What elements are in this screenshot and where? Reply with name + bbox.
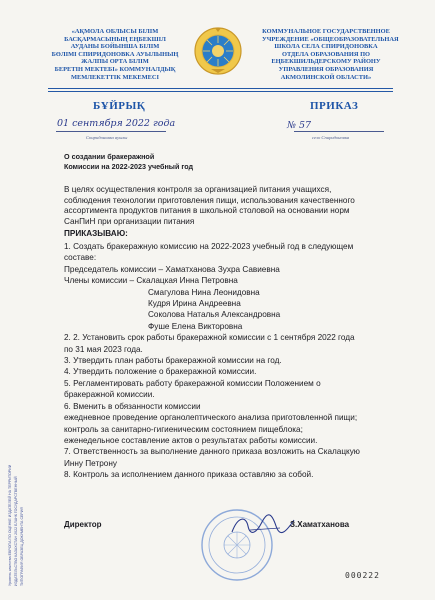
side-text-line: Уровень качества ЕВРОПА ПО ОЦЕНКЕ ИЗДАТЕЛЕЙ НА ТЕРРИТОРИИ bbox=[8, 464, 12, 586]
header-left-line: БӨЛІМІ СПИРИДОНОВКА АУЫЛЫНЫҢ bbox=[51, 50, 179, 58]
side-margin-print bbox=[6, 338, 28, 588]
order-item: по 31 мая 2023 года. bbox=[64, 344, 143, 354]
order-item: Инну Петрону bbox=[64, 458, 117, 468]
order-item: 2. 2. Установить срок работы бракеражной комиссии с 1 сентября 2022 года bbox=[64, 333, 355, 343]
preamble-line: соблюдения технологии приготовления пищи, использования качественного bbox=[64, 195, 355, 205]
header-right-line: ШКОЛА СЕЛА СПИРИДОНОВКА bbox=[274, 43, 378, 51]
header-right-line: УЧРЕЖДЕНИЕ «ОБЩЕОБРАЗОВАТЕЛЬНАЯ bbox=[262, 35, 399, 43]
order-subject bbox=[64, 152, 193, 171]
order-item: Члены комиссии – Скалацкая Инна Петровна bbox=[64, 276, 238, 286]
header-left-line: МЕМЛЕКЕТТІК МЕКЕМЕСІ bbox=[70, 73, 160, 81]
header-left-line: АУДАНЫ БОЙЫНША БІЛІМ bbox=[70, 43, 160, 51]
number-underline bbox=[294, 131, 384, 132]
subject-line: О создании бракеражной bbox=[64, 152, 155, 161]
order-item: еженедельное составление актов о результатах работы комиссии. bbox=[64, 435, 318, 445]
order-item: Кудря Ирина Андреевна bbox=[148, 299, 241, 309]
signature-role: Директор bbox=[64, 520, 102, 529]
signature-name: З.Хаматханова bbox=[290, 520, 350, 529]
signature-icon bbox=[228, 512, 298, 538]
order-item: Председатель комиссии – Хаматханова Зухра Савиевна bbox=[64, 264, 280, 274]
handwritten-number: № 57 bbox=[287, 120, 312, 131]
order-item: 7. Ответственность за выполнение данного приказа возложить на Скалацкую bbox=[64, 447, 360, 457]
order-item: 8. Контроль за исполнением данного приказа оставляю за собой. bbox=[64, 470, 314, 480]
header-right-line: УПРАВЛЕНИЯ ОБРАЗОВАНИЯ bbox=[278, 65, 374, 73]
order-item: 4. Утвердить положение о бракеражной комиссии. bbox=[64, 367, 257, 377]
order-items bbox=[64, 241, 360, 481]
order-word: ПРИКАЗЫВАЮ: bbox=[64, 229, 128, 238]
preamble-line: ассортимента продуктов питания в школьной столовой на основании норм bbox=[64, 206, 350, 216]
header-left-line: «АҚМОЛА ОБЛЫСЫ БІЛІМ bbox=[71, 28, 159, 35]
header-left-kz bbox=[50, 28, 180, 81]
order-item: бракеражной комиссии. bbox=[64, 390, 155, 400]
preamble-line: СанПиН при организации питания bbox=[64, 216, 195, 226]
title-ru: ПРИКАЗ bbox=[310, 100, 359, 112]
header-left-line: БАСҚАРМАСЫНЫҢ ЕҢБЕКШІЛ bbox=[64, 35, 166, 43]
side-text-line: ТИПОГРАФИЯ ОБРАЗЕЦ ДОКУМЕНТА СЕРИЯ bbox=[20, 506, 24, 586]
place-ru: село Спиридоновка bbox=[312, 135, 350, 140]
header-right-line: ЕҢБЕКШИЛЬДЕРСКОМУ РАЙОНУ bbox=[271, 58, 381, 66]
serial-number: 000222 bbox=[345, 571, 380, 580]
header-right-line: АКМОЛИНСКОЙ ОБЛАСТИ» bbox=[280, 73, 372, 81]
header-right-line: ОТДЕЛА ОБРАЗОВАНИЯ ПО bbox=[281, 50, 371, 58]
preamble-line: В целях осуществления контроля за организацией питания учащихся, bbox=[64, 185, 332, 194]
order-item: составе: bbox=[64, 253, 97, 263]
side-text-line: ИЗДАТЕЛЬСТВО КАЗАХСТАН 2022 БЛАНК ГОСУДАРСТВЕННЫЙ bbox=[14, 476, 18, 586]
order-item: ежедневное проведение органолептического анализа приготовленной пищи; bbox=[64, 413, 358, 423]
preamble bbox=[64, 185, 355, 227]
order-item: Фуше Елена Викторовна bbox=[148, 321, 243, 331]
order-item: 1. Создать бракеражную комиссию на 2022-2023 учебный год в следующем bbox=[64, 242, 354, 251]
title-kz: БҰЙРЫҚ bbox=[93, 100, 146, 112]
header-left-line: ЖАЛПЫ ОРТА БІЛІМ bbox=[81, 58, 149, 66]
header-divider bbox=[48, 88, 393, 89]
subject-line: Комиссии на 2022-2023 учебный год bbox=[64, 161, 194, 171]
header-right-ru bbox=[262, 28, 399, 81]
date-underline bbox=[56, 131, 166, 132]
order-item: 5. Регламентировать работу бракеражной комиссии Положением о bbox=[64, 378, 321, 388]
handwritten-date: 01 сентября 2022 года bbox=[57, 118, 176, 129]
header-right-line: КОММУНАЛЬНОЕ ГОСУДАРСТВЕННОЕ bbox=[262, 28, 390, 35]
place-kz: Спиридоновка ауылы bbox=[86, 135, 128, 140]
order-item: 6. Вменить в обязанности комиссии bbox=[64, 401, 201, 411]
order-item: контроль за санитарно-гигиеническим состоянием пищеблока; bbox=[64, 424, 303, 434]
header-divider-thin bbox=[48, 91, 393, 92]
order-item: Смагулова Нина Леонидовна bbox=[148, 287, 260, 297]
header-left-line: БЕРЕТІН МЕКТЕБІ» КОММУНАЛДЫҚ bbox=[54, 65, 176, 73]
order-item: 3. Утвердить план работы бракеражной комиссии на год. bbox=[64, 356, 282, 366]
order-item: Соколова Наталья Александровна bbox=[148, 310, 281, 320]
kazakhstan-emblem-icon bbox=[193, 26, 243, 76]
